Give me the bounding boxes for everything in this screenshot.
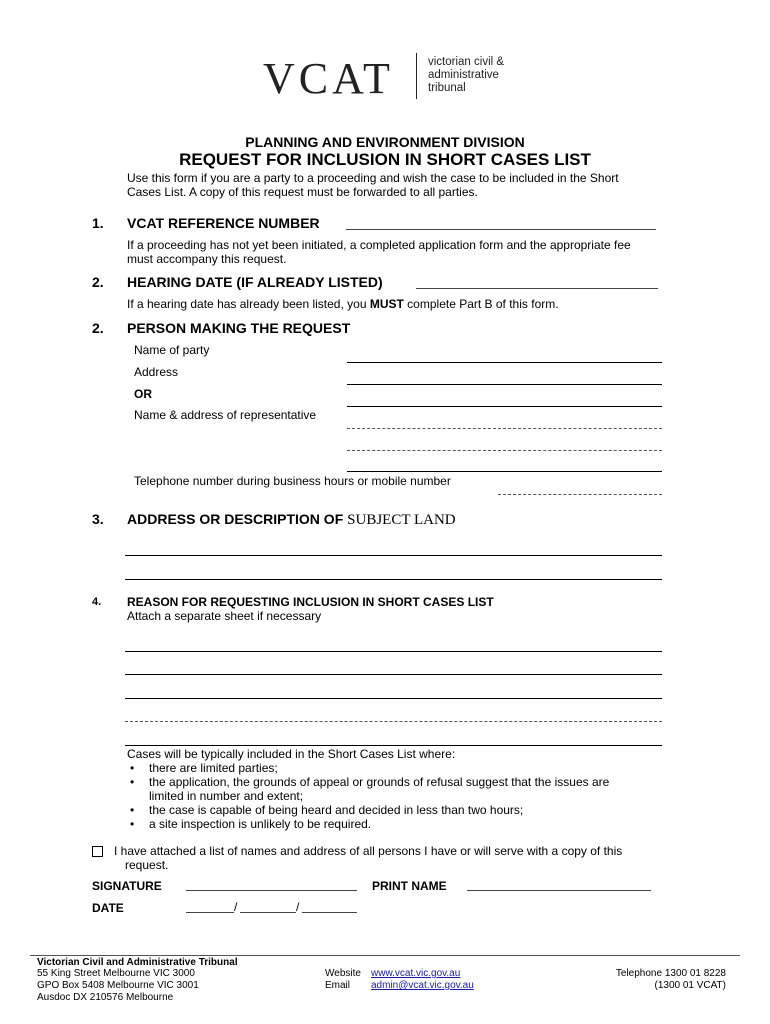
section-1-note-2: must accompany this request. — [127, 252, 287, 266]
footer-address — [37, 968, 199, 1004]
attached-list-checkbox[interactable] — [92, 846, 103, 857]
logo-divider — [416, 53, 417, 99]
section-2a-heading: HEARING DATE (IF ALREADY LISTED) — [127, 274, 383, 290]
criteria-item: • the case is capable of being heard and decided in less than two hours; — [127, 803, 687, 817]
or-label: OR — [134, 387, 152, 401]
section-4-heading: REASON FOR REQUESTING INCLUSION IN SHORT CASES LIST — [127, 595, 494, 609]
section-4-note: Attach a separate sheet if necessary — [127, 609, 322, 623]
section-1-number: 1. — [92, 215, 104, 231]
intro-line-1: Use this form if you are a party to a proceeding and wish the case to be included in the Short — [127, 171, 619, 185]
section-1-heading: VCAT REFERENCE NUMBER — [127, 215, 320, 231]
intro-line-2: Cases List. A copy of this request must be forwarded to all parties. — [127, 185, 478, 199]
footer-address-3: Ausdoc DX 210576 Melbourne — [37, 992, 174, 1003]
footer-email-link[interactable]: admin@vcat.vic.gov.au — [371, 980, 474, 991]
division-title: PLANNING AND ENVIRONMENT DIVISION — [245, 134, 525, 150]
representative-field-2[interactable] — [347, 450, 662, 451]
criteria-item: • a site inspection is unlikely to be required. — [127, 817, 687, 831]
logo-subtitle — [428, 56, 504, 95]
address-label: Address — [134, 365, 179, 379]
logo-line-2: administrative — [428, 69, 499, 81]
reason-field-5[interactable] — [125, 745, 662, 746]
address-field[interactable] — [347, 384, 662, 385]
logo-line-3: tribunal — [428, 82, 466, 94]
section-2a-number: 2. — [92, 274, 104, 290]
representative-field-1[interactable] — [347, 428, 662, 429]
section-3-number: 3. — [92, 511, 104, 527]
telephone-field[interactable] — [498, 494, 662, 495]
attached-list-line-2: request. — [125, 858, 169, 872]
date-label: DATE — [92, 901, 124, 915]
address-field-2[interactable] — [347, 406, 662, 407]
section-2b-heading: PERSON MAKING THE REQUEST — [127, 320, 351, 336]
vcat-logo-wordmark: VCAT — [263, 54, 394, 103]
footer-website-link[interactable]: www.vcat.vic.gov.au — [371, 968, 461, 979]
attached-list-line-1: I have attached a list of names and address of all persons I have or will serve with a copy of this — [114, 844, 623, 858]
footer-divider — [30, 955, 740, 956]
representative-label: Name & address of representative — [134, 408, 317, 422]
section-2a-note: If a hearing date has already been listed, you MUST complete Part B of this form. — [127, 297, 559, 311]
date-year-field[interactable] — [302, 912, 357, 913]
reason-field-4[interactable] — [125, 721, 662, 722]
vcat-reference-field[interactable] — [346, 229, 656, 230]
form-title: REQUEST FOR INCLUSION IN SHORT CASES LIST — [179, 150, 591, 169]
subject-land-field-1[interactable] — [125, 555, 662, 556]
criteria-item: • there are limited parties; — [127, 761, 687, 775]
criteria-intro: Cases will be typically included in the Short Cases List where: — [127, 747, 456, 761]
date-day-field[interactable] — [186, 912, 234, 913]
footer-address-1: 55 King Street Melbourne VIC 3000 — [37, 968, 195, 979]
hearing-date-field[interactable] — [416, 288, 658, 289]
criteria-block — [127, 747, 687, 831]
name-of-party-field[interactable] — [347, 362, 662, 363]
footer-website-label: Website — [325, 968, 361, 979]
section-1-note-1: If a proceeding has not yet been initiated, a completed application form and the appropriate fee — [127, 238, 631, 252]
section-4-number: 4. — [92, 596, 102, 608]
subject-land-field-2[interactable] — [125, 579, 662, 580]
print-name-field[interactable] — [467, 890, 651, 891]
criteria-item: • the application, the grounds of appeal or grounds of refusal suggest that the issues are limited in number and extent; — [127, 775, 687, 803]
footer-telephone: Telephone 1300 01 8228 — [615, 968, 726, 979]
logo-line-1: victorian civil & — [428, 56, 505, 68]
footer-telephone-alt: (1300 01 VCAT) — [654, 980, 726, 991]
telephone-label: Telephone number during business hours or mobile number — [134, 474, 451, 488]
reason-field-1[interactable] — [125, 651, 662, 652]
date-separator: / — [234, 900, 238, 914]
footer-email-label: Email — [325, 980, 351, 991]
section-3-heading: ADDRESS OR DESCRIPTION OF SUBJECT LAND — [127, 511, 456, 528]
representative-field-3[interactable] — [347, 471, 662, 472]
section-2b-number: 2. — [92, 320, 104, 336]
date-separator: / — [296, 900, 300, 914]
reason-field-3[interactable] — [125, 698, 662, 699]
signature-field[interactable] — [186, 890, 357, 891]
signature-label: SIGNATURE — [92, 879, 162, 893]
reason-field-2[interactable] — [125, 674, 662, 675]
name-of-party-label: Name of party — [134, 343, 210, 357]
date-month-field[interactable] — [240, 912, 296, 913]
print-name-label: PRINT NAME — [372, 879, 447, 893]
footer-address-2: GPO Box 5408 Melbourne VIC 3001 — [37, 980, 199, 991]
footer-org: Victorian Civil and Administrative Tribunal — [37, 957, 238, 968]
